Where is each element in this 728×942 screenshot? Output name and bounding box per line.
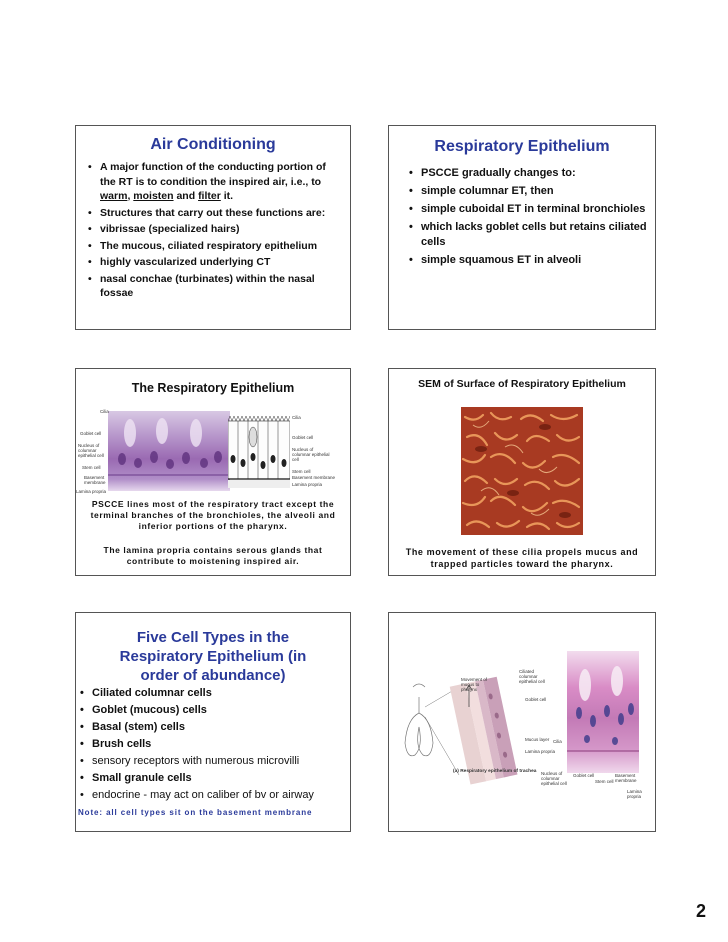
label-lamina-propria: Lamina propria [525,749,556,754]
label-goblet-cell: Goblet cell [80,431,102,436]
label-lamina-propria-micro: Lamina propria [627,789,642,799]
sem-micrograph [461,407,583,535]
label-goblet-cell: Goblet cell [525,697,547,702]
bullet-list [78,685,344,804]
bullet-item: • The mucous, ciliated respiratory epithelium [86,239,342,254]
slide-title: The Respiratory Epithelium [131,381,295,395]
micrograph-cells [567,651,639,773]
bullet-item: • nasal conchae (turbinates) within the nasal fossae [86,272,342,301]
slide-caption-2: The lamina propria contains serous glands that contribute to moistening inspired air. [103,545,323,566]
slide-title: SEM of Surface of Respiratory Epithelium [418,378,626,390]
label-goblet-cell-right: Goblet cell [292,435,314,440]
label-basement-membrane-right: Basement membrane [292,475,336,480]
slide-epithelium-figure [388,612,656,832]
slide-five-cell-types [75,612,351,832]
label-nucleus: Nucleus of columnar epithelial cell [78,443,104,458]
bullet-item: • Small granule cells [78,770,344,787]
bullet-item: • Goblet (mucous) cells [78,702,344,719]
slide-respiratory-epithelium-histology [75,368,351,576]
slide-caption: The movement of these cilia propels mucus and trapped particles toward the pharynx. [405,547,639,569]
label-cilia-right: Cilia [292,415,301,420]
slide-title: Respiratory Epithelium [434,138,610,155]
bullet-item: • sensory receptors with numerous microvilli [78,753,344,770]
label-movement-mucus: Movement of mucus to pharynx [461,677,488,692]
epithelium-micrograph [567,651,639,773]
label-stem-cell: Stem cell [82,465,101,470]
bullet-item: • PSCCE gradually changes to: [407,166,647,181]
slide-title: Air Conditioning [150,136,276,153]
slide-caption: PSCCE lines most of the respiratory tract except the terminal branches of the bronchioles, the alveoli and inferior portions of the pharynx. [90,499,336,531]
label-goblet-cell-micro: Goblet cell [573,773,595,778]
label-lamina-propria-right: Lamina propria [292,482,323,487]
slide-note: Note: all cell types sit on the basement membrane [78,808,313,817]
label-cilia: Cilia [553,739,562,744]
slide-respiratory-epithelium [388,125,656,330]
label-lamina-propria: Lamina propria [76,489,107,494]
bullet-item: • vibrissae (specialized hairs) [86,222,342,237]
label-ciliated-cell: Ciliated columnar epithelial cell [519,669,545,684]
label-stem-cell: Stem cell [595,779,614,784]
slide-sem-surface [388,368,656,576]
bullet-item: • highly vascularized underlying CT [86,255,342,270]
page-number: 2 [695,901,706,921]
histology-micrograph [108,411,230,491]
label-nucleus: Nucleus of columnar epithelial cell [541,771,567,786]
bullet-item: • Ciliated columnar cells [78,685,344,702]
figure-caption: (a) Respiratory epithelium of trachea [453,769,537,774]
bullet-list [86,160,342,301]
label-nucleus-right: Nucleus of columnar epithelial cell [292,447,330,462]
bullet-item: • Brush cells [78,736,344,753]
label-basement-membrane: Basement membrane [84,475,106,485]
label-stem-cell-right: Stem cell [292,469,311,474]
bullet-item: • simple cuboidal ET in terminal bronchioles [407,202,647,217]
bullet-item: • Basal (stem) cells [78,719,344,736]
label-cilia: Cilia [100,409,109,414]
bullet-item: • which lacks goblet cells but retains ciliated cells [407,220,647,250]
label-basement-membrane: Basement membrane [615,773,637,783]
bullet-list [407,166,647,268]
micrograph-cells [108,411,230,491]
label-mucus-layer: Mucus layer [525,737,550,742]
sem-image [461,407,583,535]
bullet-item: • A major function of the conducting portion of the RT is to condition the inspired air, i.e., to warm, moisten and filter it. [86,160,342,204]
slide-air-conditioning [75,125,351,330]
diagram-cells [228,415,290,489]
epithelium-diagram [228,415,290,489]
bullet-item: • simple columnar ET, then [407,184,647,199]
bullet-item: • simple squamous ET in alveoli [407,253,647,268]
slide-title: Five Cell Types in the Respiratory Epithelium (in order of abundance) [119,629,307,684]
bullet-item: • endocrine - may act on caliber of bv or airway [78,787,344,804]
bullet-item: • Structures that carry out these functions are: [86,206,342,221]
